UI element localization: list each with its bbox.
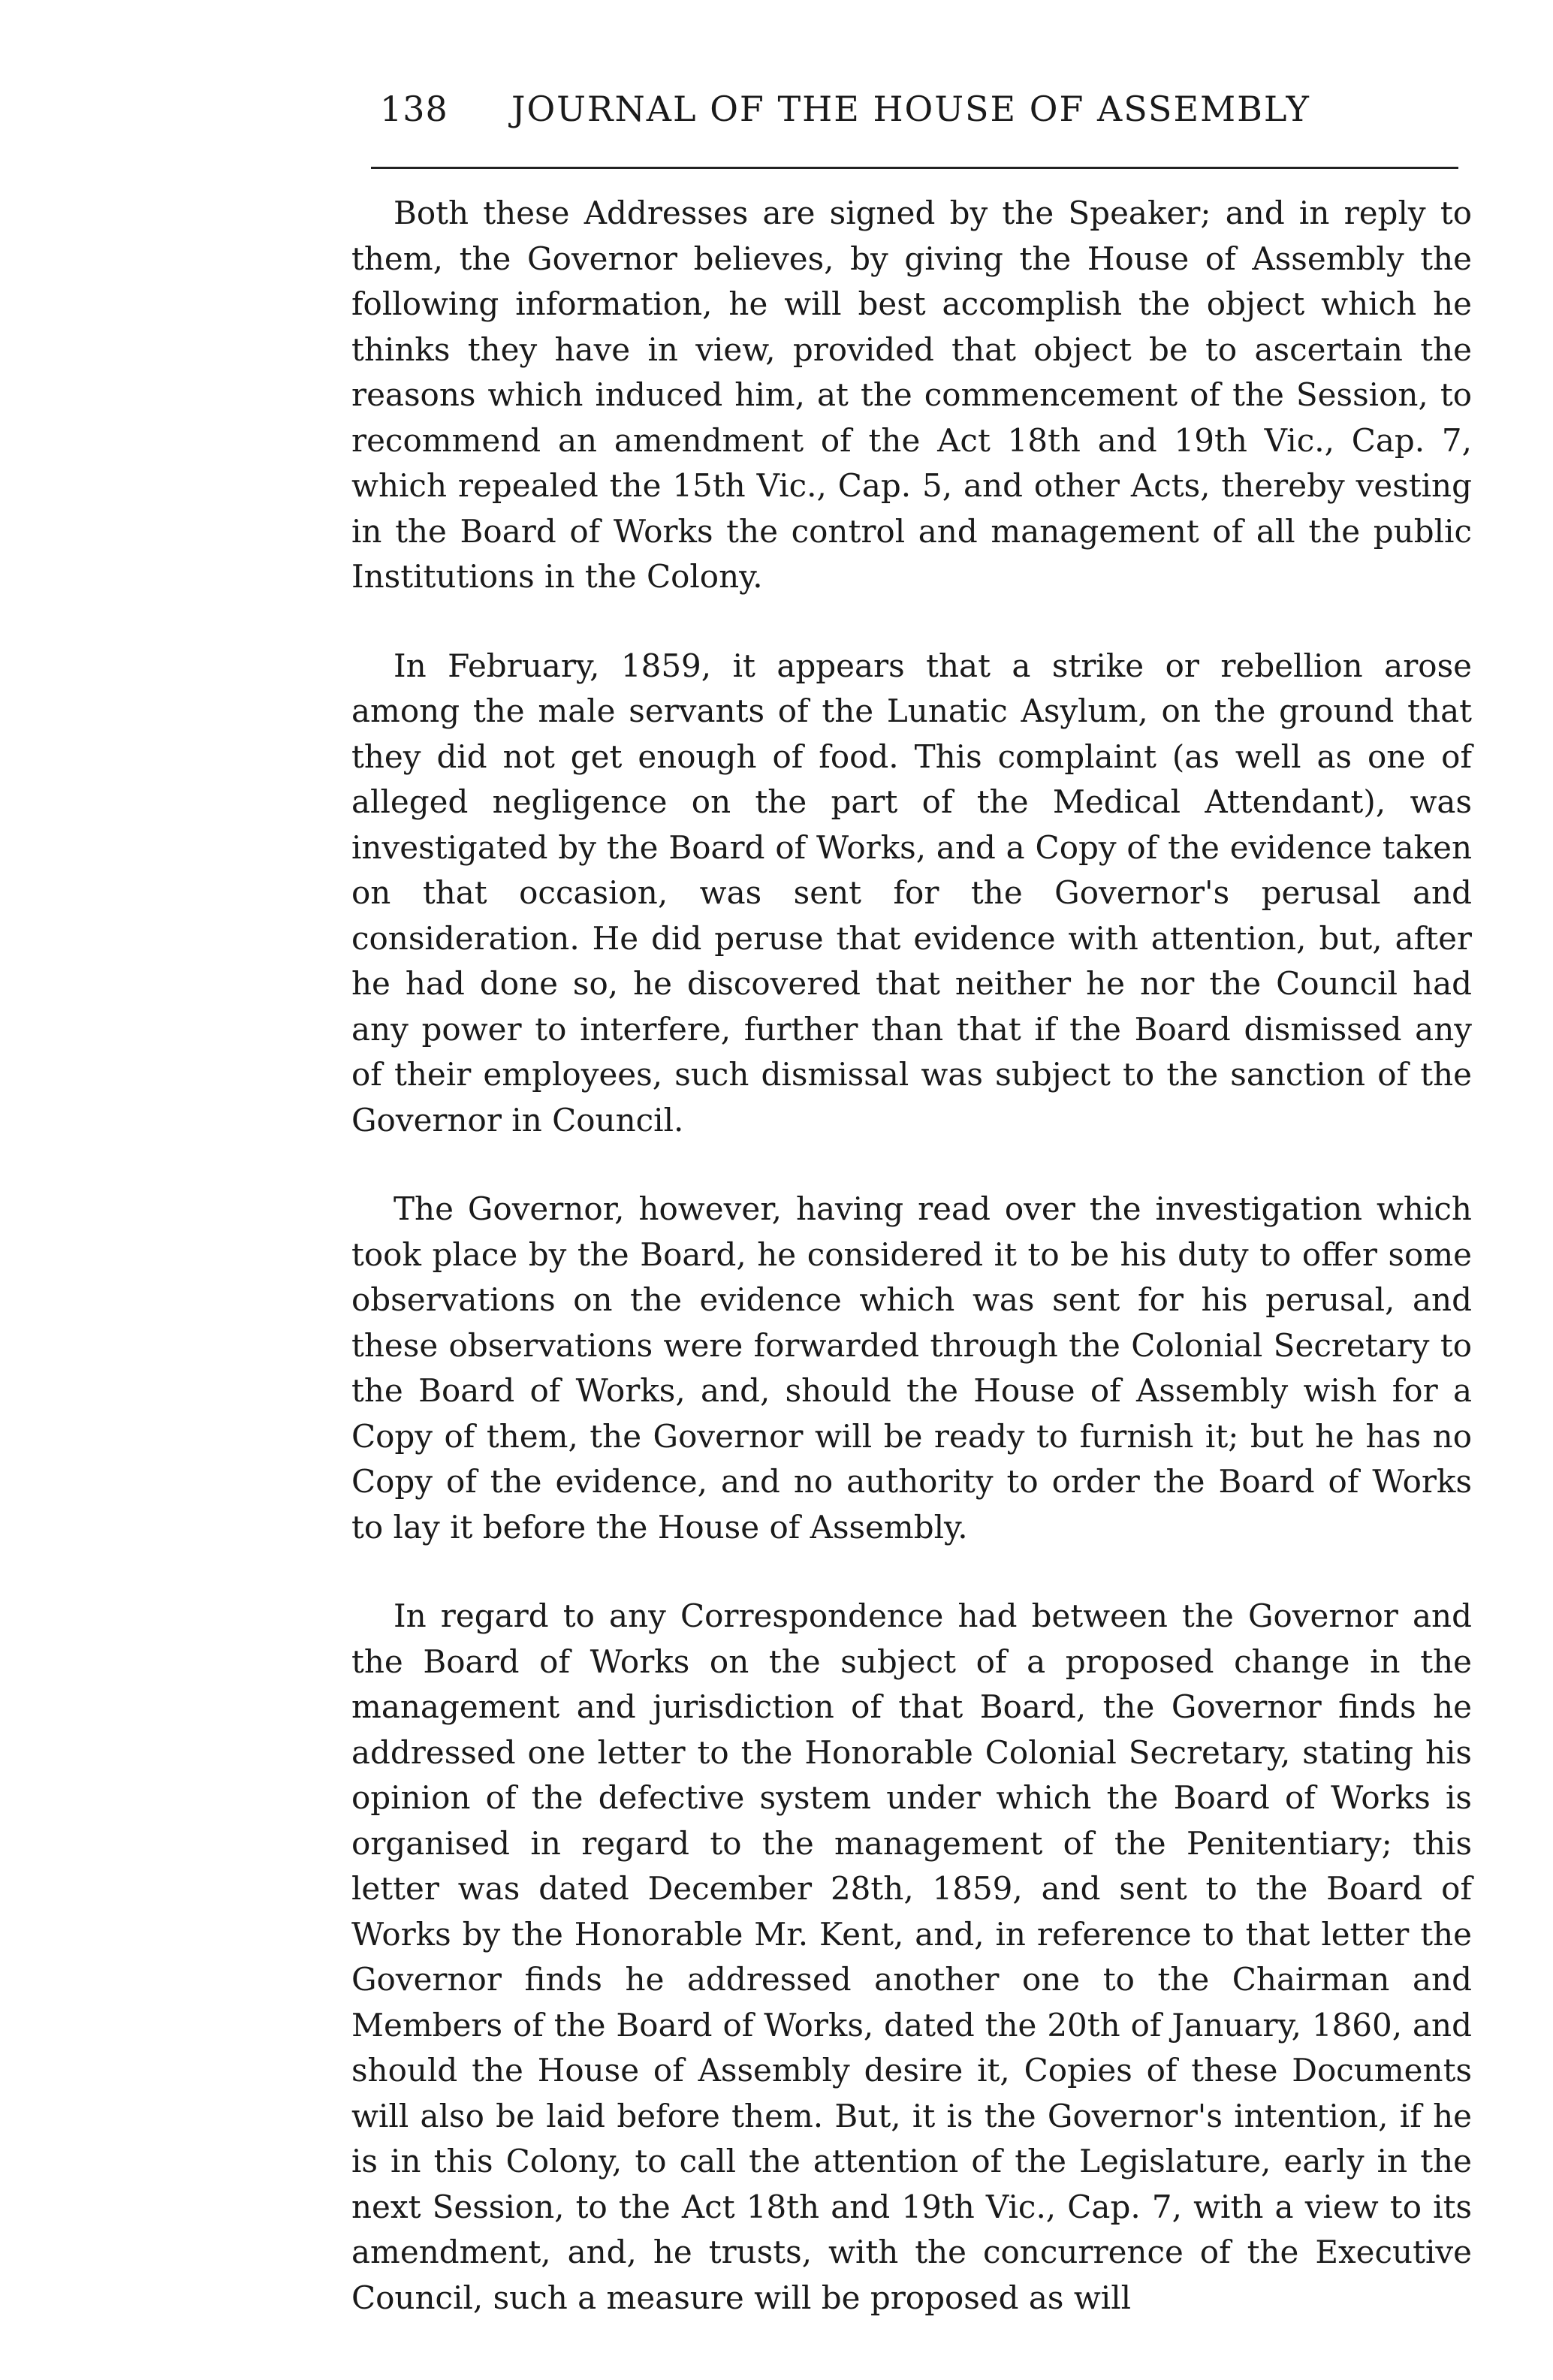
paragraph-lunatic-asylum: In February, 1859, it appears that a strike or rebellion arose among the male servants of the Lunatic Asylum, on the ground that they did not get enough of food. This complaint (as well as one of alleged negligence on the part of the Medical Attendant), was investigated by the Board of Works, and a Copy of the evidence taken on that occasion, was sent for the Governor's perusal and consideration. He did peruse that evidence with attention, but, after he had done so, he discovered that neither he nor the Council had any power to interfere, further than that if the Board dismissed any of their employees, such dismissal was subject to the sanction of the Governor in Council.	[351, 647, 1472, 1139]
running-title: JOURNAL OF THE HOUSE OF ASSEMBLY	[511, 89, 1310, 129]
paragraph-addresses-reply: Both these Addresses are signed by the Speaker; and in reply to them, the Governor believes, by giving the House of Assembly the following information, he will best accomplish the object which he thinks they have in view, provided that object be to ascertain the reasons which induced him, at the commencement of the Session, to recommend an amendment of the Act 18th and 19th Vic., Cap. 7, which repealed the 15th Vic., Cap. 5, and other Acts, thereby vesting in the Board of Works the control and management of all the public Institutions in the Colony.	[351, 195, 1472, 595]
paragraph-correspondence: In regard to any Correspondence had between the Governor and the Board of Works on the subject of a proposed change in the management and jurisdiction of that Board, the Governor finds he addressed one letter to the Honorable Colonial Secretary, stating his opinion of the defective system under which the Board of Works is organised in regard to the management of the Penitentiary; this letter was dated December 28th, 1859, and sent to the Board of Works by the Honorable Mr. Kent, and, in reference to that letter the Governor finds he addressed another one to the Chairman and Members of the Board of Works, dated the 20th of January, 1860, and should the House of Assembly desire it, Copies of these Documents will also be laid before them. But, it is the Governor's intention, if he is in this Colony, to call the attention of the Legislature, early in the next Session, to the Act 18th and 19th Vic., Cap. 7, with a view to its amendment, and, he trusts, with the concurrence of the Executive Council, such a measure will be proposed as will	[351, 1597, 1472, 2316]
paragraph-governor-observations: The Governor, however, having read over the investigation which took place by the Board, he considered it to be his duty to offer some observations on the evidence which was sent for his perusal, and these observations were forwarded through the Colonial Secretary to the Board of Works, and, should the House of Assembly wish for a Copy of them, the Governor will be ready to furnish it; but he has no Copy of the evidence, and no authority to order the Board of Works to lay it before the House of Assembly.	[351, 1190, 1472, 1546]
header-rule	[371, 167, 1458, 169]
body-text	[351, 191, 1472, 2321]
page-header	[380, 89, 1461, 149]
page-number: 138	[380, 89, 448, 129]
